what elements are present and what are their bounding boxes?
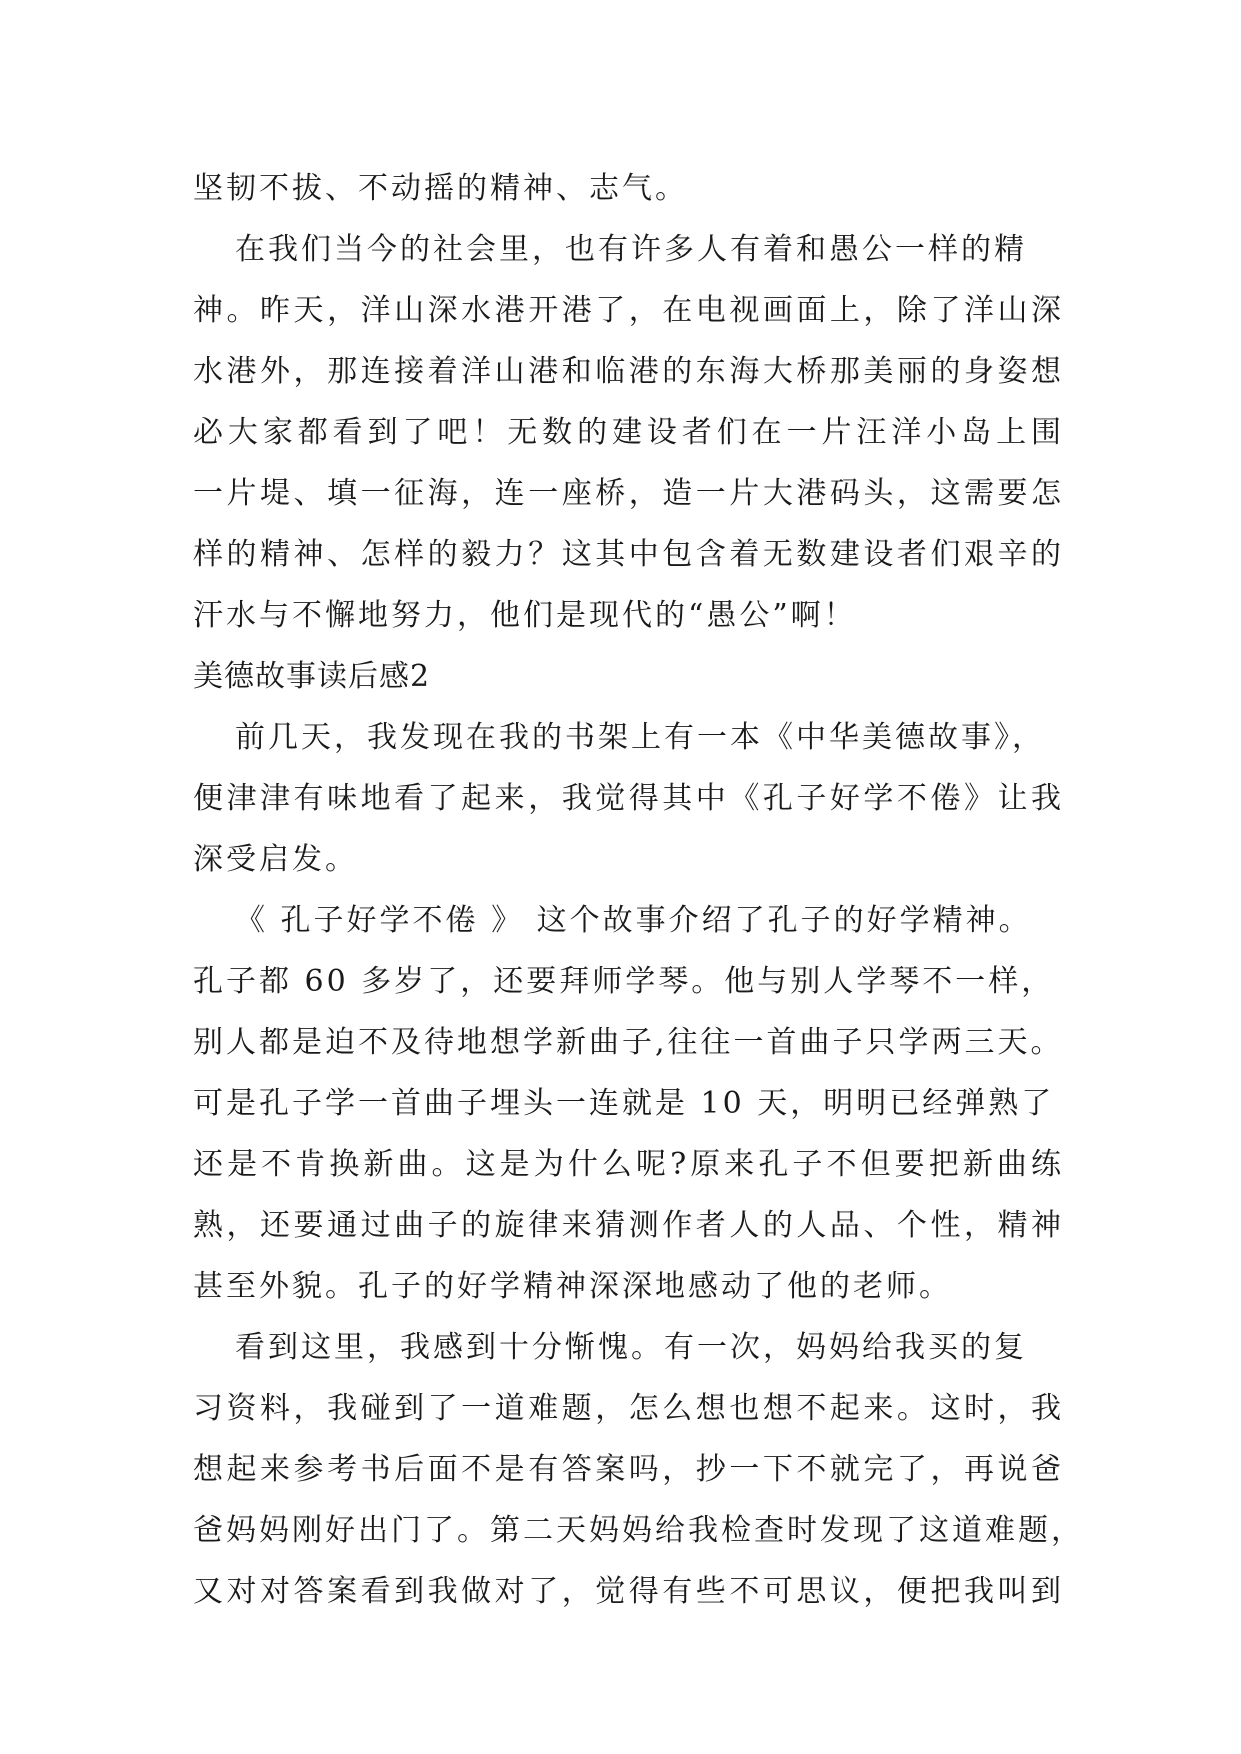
text-line: 神。昨天，洋山深水港开港了，在电视画面上，除了洋山深 [193,293,1061,328]
text-line: 想起来参考书后面不是有答案吗，抄一下不就完了，再说爸 [193,1452,1061,1487]
text-line: 孔子都 60 多岁了，还要拜师学琴。他与别人学琴不一样， [193,964,1055,999]
paragraph-start-line: 在我们当今的社会里，也有许多人有着和愚公一样的精 [235,232,1027,267]
text-line: 便津津有味地看了起来，我觉得其中《孔子好学不倦》让我 [193,781,1061,816]
text-line: 熟，还要通过曲子的旋律来猜测作者人的人品、个性，精神 [193,1208,1061,1243]
text-line: 一片堤、填一征海，连一座桥，造一片大港码头，这需要怎 [193,476,1061,511]
text-line: 习资料，我碰到了一道难题，怎么想也想不起来。这时，我 [193,1391,1061,1426]
text-line: 深受启发。 [193,842,358,877]
text-line: 样的精神、怎样的毅力？这其中包含着无数建设者们艰辛的 [193,537,1061,572]
paragraph-start-line: 看到这里，我感到十分惭愧。有一次，妈妈给我买的复 [235,1330,1027,1365]
text-line: 别人都是迫不及待地想学新曲子,往往一首曲子只学两三天。 [193,1025,1064,1060]
text-line: 必大家都看到了吧！无数的建设者们在一片汪洋小岛上围 [193,415,1061,450]
text-line: 水港外，那连接着洋山港和临港的东海大桥那美丽的身姿想 [193,354,1061,389]
text-line: 汗水与不懈地努力，他们是现代的“愚公”啊！ [193,598,857,633]
text-line: 甚至外貌。孔子的好学精神深深地感动了他的老师。 [193,1269,952,1304]
text-line: 爸妈妈刚好出门了。第二天妈妈给我检查时发现了这道难题， [193,1513,1084,1548]
paragraph-start-line: 前几天，我发现在我的书架上有一本《中华美德故事》， [235,720,1045,755]
text-line: 坚韧不拔、不动摇的精神、志气。 [193,171,688,206]
body-text [193,158,1084,1622]
text-line: 还是不肯换新曲。这是为什么呢?原来孔子不但要把新曲练 [193,1147,1061,1182]
text-line: 又对对答案看到我做对了，觉得有些不可思议，便把我叫到 [193,1574,1061,1609]
paragraph-start-line: 《 孔子好学不倦 》 这个故事介绍了孔子的好学精神。 [235,903,1032,938]
section-heading: 美德故事读后感2 [193,659,431,694]
text-line: 可是孔子学一首曲子埋头一连就是 10 天，明明已经弹熟了 [193,1086,1055,1121]
